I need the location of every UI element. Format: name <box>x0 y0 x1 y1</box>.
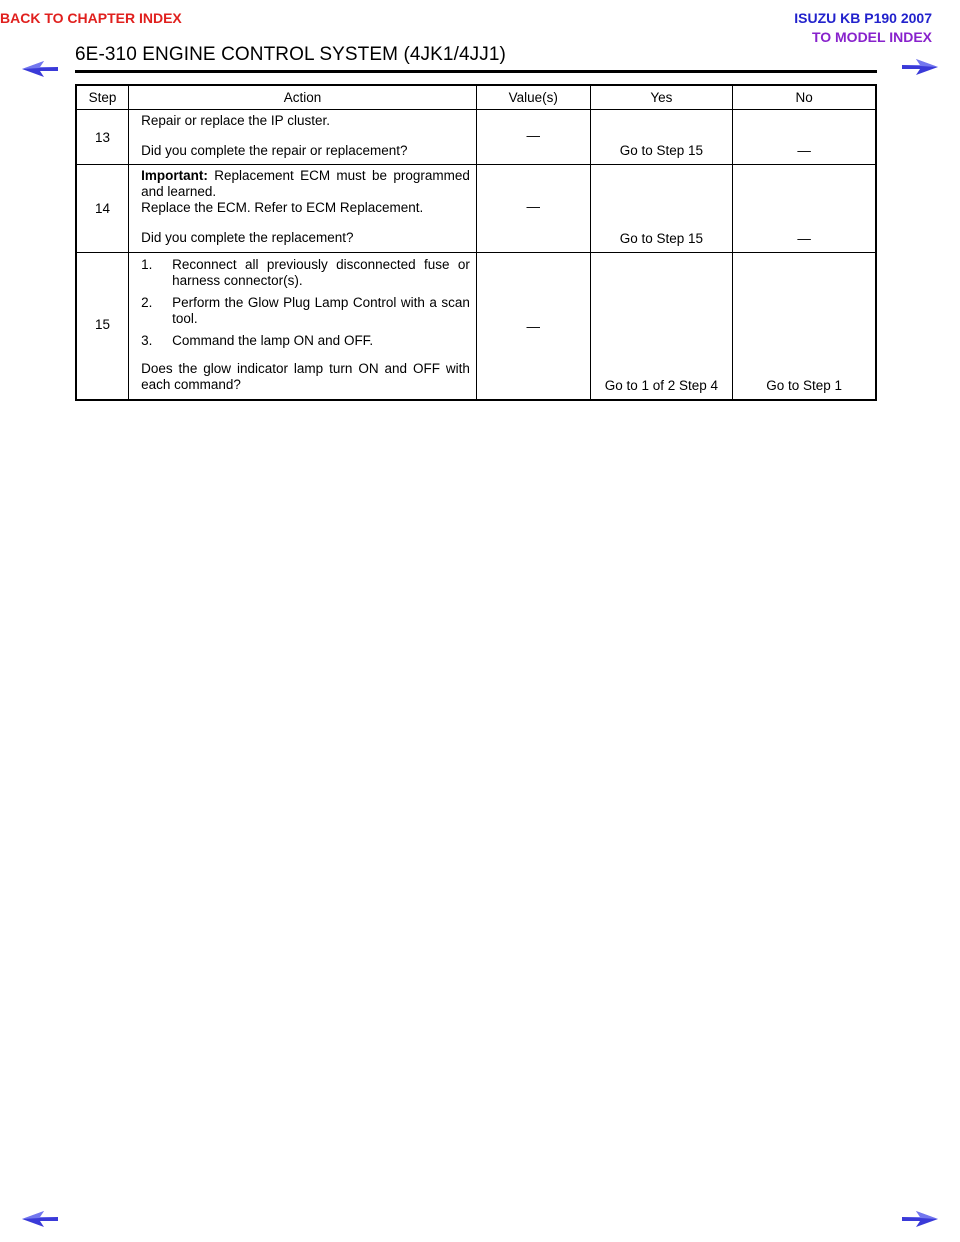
page-title: 6E-310 ENGINE CONTROL SYSTEM (4JK1/4JJ1) <box>75 44 506 65</box>
table-row <box>76 165 876 253</box>
important-note <box>141 168 470 200</box>
next-page-arrow-icon[interactable] <box>902 1210 938 1228</box>
yes-cell: Go to 1 of 2 Step 4 <box>590 253 733 400</box>
col-header-yes: Yes <box>590 85 733 110</box>
list-item-text: Reconnect all previously disconnected fuse or harness connector(s). <box>172 257 470 288</box>
step-number: 14 <box>76 165 129 253</box>
action-cell <box>129 110 477 165</box>
to-model-index-link[interactable]: TO MODEL INDEX <box>811 29 932 45</box>
value-cell: — <box>476 110 590 165</box>
list-item-number: 2. <box>141 295 153 310</box>
col-header-values: Value(s) <box>476 85 590 110</box>
no-cell: — <box>733 110 876 165</box>
list-item-number: 1. <box>141 257 153 272</box>
action-cell <box>129 165 477 253</box>
list-item-text: Perform the Glow Plug Lamp Control with a scan tool. <box>172 295 470 326</box>
col-header-step: Step <box>76 85 129 110</box>
title-rule <box>75 70 877 73</box>
back-to-chapter-index-link[interactable]: BACK TO CHAPTER INDEX <box>0 10 182 26</box>
action-text: Replace the ECM. Refer to ECM Replacement. <box>141 200 424 215</box>
no-cell: — <box>733 165 876 253</box>
action-question: Did you complete the repair or replacement? <box>141 143 408 158</box>
col-header-no: No <box>733 85 876 110</box>
diagnostic-table <box>75 84 877 401</box>
list-item-number: 3. <box>141 333 153 348</box>
no-cell: Go to Step 1 <box>733 253 876 400</box>
step-number: 13 <box>76 110 129 165</box>
next-page-arrow-icon[interactable] <box>902 58 938 76</box>
step-number: 15 <box>76 253 129 400</box>
value-cell: — <box>476 253 590 400</box>
prev-page-arrow-icon[interactable] <box>22 60 58 78</box>
table-row <box>76 253 876 400</box>
list-item <box>141 257 470 289</box>
action-cell <box>129 253 477 400</box>
list-item-text: Command the lamp ON and OFF. <box>172 333 374 348</box>
model-title-link[interactable]: ISUZU KB P190 2007 <box>794 10 932 26</box>
col-header-action: Action <box>129 85 477 110</box>
table-header-row <box>76 85 876 110</box>
table-row <box>76 110 876 165</box>
important-label: Important: <box>141 168 208 183</box>
list-item <box>141 333 470 349</box>
important-text: Replacement ECM must be programmed and learned. <box>141 168 470 199</box>
action-text: Repair or replace the IP cluster. <box>141 113 330 128</box>
yes-cell: Go to Step 15 <box>590 165 733 253</box>
yes-cell: Go to Step 15 <box>590 110 733 165</box>
prev-page-arrow-icon[interactable] <box>22 1210 58 1228</box>
action-question: Does the glow indicator lamp turn ON and OFF with each command? <box>141 361 470 392</box>
list-item <box>141 295 470 327</box>
value-cell: — <box>476 165 590 253</box>
action-question: Did you complete the replacement? <box>141 230 354 245</box>
